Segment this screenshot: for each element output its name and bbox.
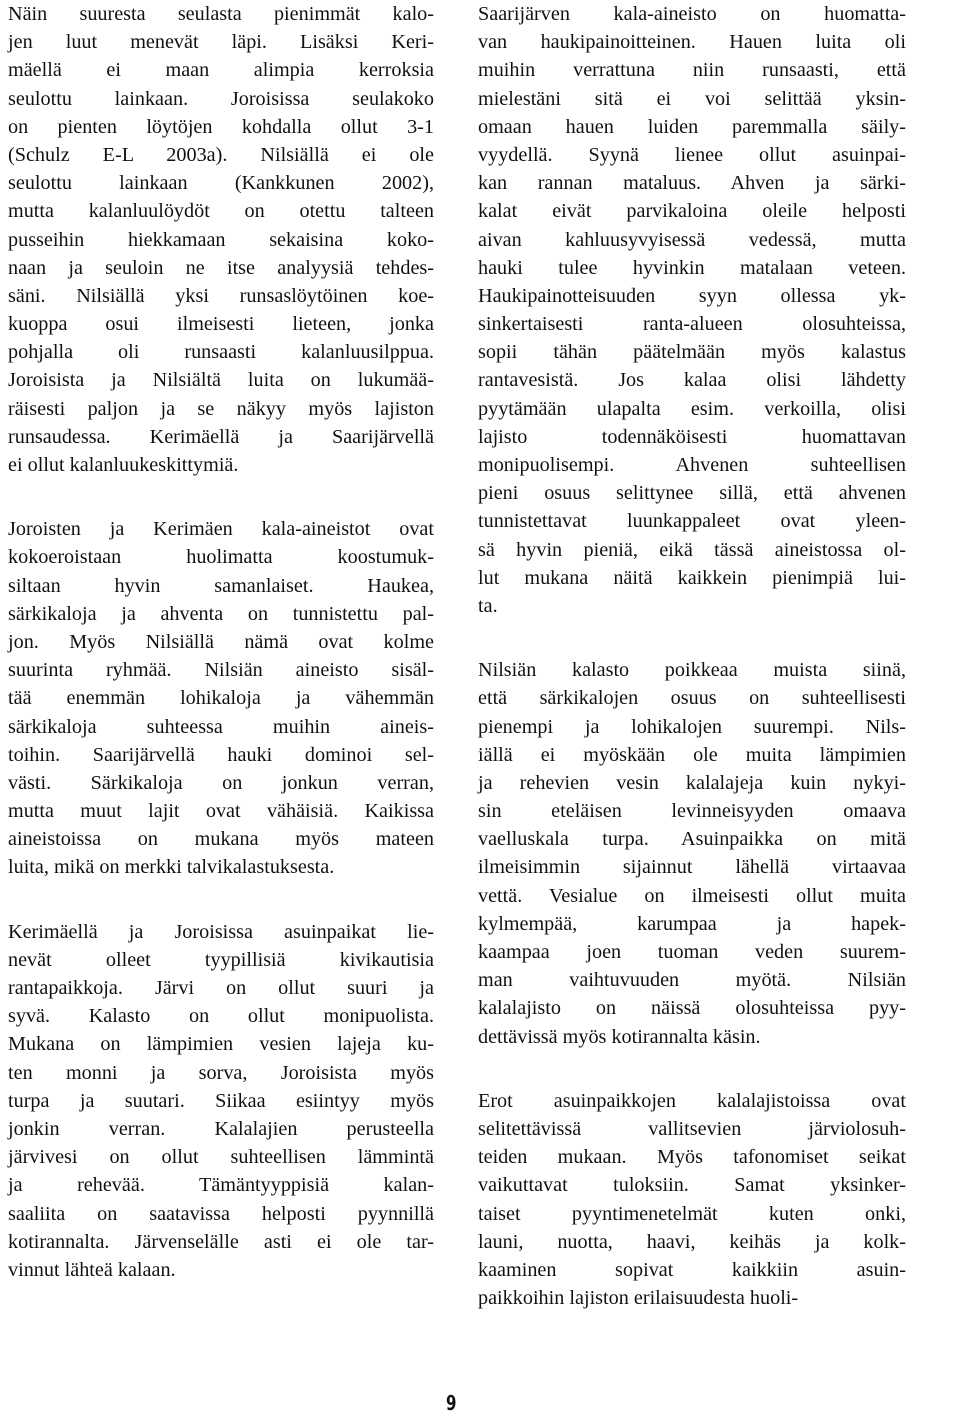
text-line: muihin verrattuna niin runsaasti, että: [478, 59, 906, 82]
text-line: lajisto todennäköisesti huomattavan: [478, 425, 906, 448]
text-line: että särkikalojen osuus on suhteellisesti: [478, 687, 906, 710]
text-line: ja rehevien vesin kalalajeja kuin nykyi-: [478, 771, 906, 794]
text-line: on pienten löytöjen kohdalla ollut 3-1: [8, 115, 434, 138]
text-line: mielestäni sitä ei voi selittää yksin-: [478, 87, 906, 110]
text-line: sä hyvin pieniä, eikä tässä aineistossa ol-: [478, 538, 906, 561]
text-line: Nilsiän kalasto poikkeaa muista siinä,: [478, 659, 906, 682]
paragraph: [478, 656, 906, 1051]
text-line: iällä ei myöskään ole muita lämpimien: [478, 743, 906, 766]
text-line: aineistoissa on mukana myös mateen: [8, 828, 434, 851]
text-line: rantavesistä. Jos kalaa olisi lähdetty: [478, 369, 906, 392]
text-line: siltaan hyvin samanlaiset. Haukea,: [8, 574, 434, 597]
text-line: ei ollut kalanluukeskittymiä.: [8, 454, 239, 476]
paragraph: [8, 918, 434, 1284]
text-line: seulottu lainkaan (Kankkunen 2002),: [8, 172, 434, 195]
text-line: ten monni ja sorva, Joroisista myös: [8, 1061, 434, 1084]
text-line: turpa ja suutari. Siikaa esiintyy myös: [8, 1089, 434, 1112]
text-line: hauki tulee hyvinkin matalaan veteen.: [478, 256, 906, 279]
text-line: monipuolisempi. Ahvenen suhteellisen: [478, 454, 906, 476]
text-line: kokoeroistaan huolimatta koostumuk-: [8, 546, 434, 569]
right-column: [478, 0, 906, 1312]
paragraph: [8, 0, 434, 479]
text-line: syvä. Kalasto on ollut monipuolista.: [8, 1005, 434, 1028]
text-line: (Schulz E-L 2003a). Nilsiällä ei ole: [8, 143, 434, 166]
text-line: tunnistettavat luunkappaleet ovat yleen-: [478, 510, 906, 533]
text-line: säni. Nilsiällä yksi runsaslöytöinen koe-: [8, 284, 434, 307]
text-line: Haukipainotteisuuden syyn ollessa yk-: [478, 284, 906, 307]
text-line: vaelluskala turpa. Asuinpaikka on mitä: [478, 828, 906, 851]
text-line: lut mukana näitä kaikkein pienimpiä lui-: [478, 566, 906, 589]
text-line: selitettävissä vallitsevien järviolosuh-: [478, 1117, 906, 1140]
text-line: vyydellä. Syynä lienee ollut asuinpai-: [478, 143, 906, 166]
text-line: ta.: [478, 594, 498, 617]
text-line: Näin suuresta seulasta pienimmät kalo-: [8, 3, 434, 25]
text-line: tää enemmän lohikaloja ja vähemmän: [8, 687, 434, 710]
text-line: omaan hauen luiden paremmalla säily-: [478, 115, 906, 138]
text-line: järvivesi on ollut suhteellisen lämmintä: [8, 1146, 434, 1169]
left-column: [8, 0, 434, 1284]
text-line: särkikaloja ja ahventa on tunnistettu pal-: [8, 602, 434, 625]
text-line: mutta kalanluulöydöt on otettu talteen: [8, 200, 434, 223]
text-line: kylmempää, karumpaa ja hapek-: [478, 912, 906, 935]
text-line: toihin. Saarijärvellä hauki dominoi sel-: [8, 743, 434, 766]
text-line: seulottu lainkaan. Joroisissa seulakoko: [8, 87, 434, 110]
text-line: sinkertaisesti ranta-alueen olosuhteissa,: [478, 313, 906, 336]
paragraph: [478, 0, 906, 620]
text-line: pusseihin hiekkamaan sekaisina koko-: [8, 228, 434, 251]
text-line: dettävissä myös kotirannalta käsin.: [478, 1025, 761, 1048]
text-line: pieni osuus selittynee sillä, että ahvenen: [478, 482, 906, 505]
text-line: mäellä ei maan alimpia kerroksia: [8, 59, 434, 82]
text-line: kotirannalta. Järvenselälle asti ei ole tar-: [8, 1230, 434, 1253]
text-line: taiset pyyntimenetelmät kuten onki,: [478, 1202, 906, 1225]
text-line: ja rehevää. Tämäntyyppisiä kalan-: [8, 1174, 434, 1197]
text-line: Joroisista ja Nilsiältä luita on lukumää-: [8, 369, 434, 392]
text-line: jen luut menevät läpi. Lisäksi Keri-: [8, 31, 434, 54]
text-line: räisesti paljon ja se näkyy myös lajiston: [8, 397, 434, 420]
text-line: naan ja seuloin ne itse analyysiä tehdes-: [8, 256, 434, 279]
text-line: kalat eivät parvikaloina oleile helposti: [478, 200, 906, 223]
paragraph: [478, 1087, 906, 1313]
text-line: pohjalla oli runsaasti kalanluusilppua.: [8, 341, 434, 364]
text-line: sin eteläisen levinneisyyden omaava: [478, 800, 906, 823]
text-line: Kerimäellä ja Joroisissa asuinpaikat lie-: [8, 920, 434, 943]
text-line: kaaminen sopivat kaikkiin asuin-: [478, 1258, 906, 1281]
text-line: van haukipainoitteinen. Hauen luita oli: [478, 31, 906, 54]
text-line: mutta muut lajit ovat vähäisiä. Kaikissa: [8, 800, 434, 823]
text-line: kalalajisto on näissä olosuhteissa pyy-: [478, 997, 906, 1020]
page-number: 9: [446, 1391, 457, 1415]
text-line: pienempi ja lohikalojen suurempi. Nils-: [478, 715, 906, 738]
text-line: vettä. Vesialue on ilmeisesti ollut muita: [478, 884, 906, 907]
text-line: västi. Särkikaloja on jonkun verran,: [8, 771, 434, 794]
text-line: vinnut lähteä kalaan.: [8, 1258, 176, 1281]
text-line: Mukana on lämpimien vesien lajeja ku-: [8, 1033, 434, 1056]
text-line: teiden mukaan. Myös tafonomiset seikat: [478, 1146, 906, 1169]
text-line: rantapaikkoja. Järvi on ollut suuri ja: [8, 977, 434, 999]
text-line: luita, mikä on merkki talvikalastuksesta.: [8, 856, 335, 879]
text-line: launi, nuotta, haavi, keihäs ja kolk-: [478, 1230, 906, 1253]
text-line: suurinta ryhmää. Nilsiän aineisto sisäl-: [8, 659, 434, 682]
paragraph: [8, 515, 434, 881]
text-line: pyytämään ulapalta esim. verkoilla, olisi: [478, 397, 906, 420]
text-line: paikkoihin lajiston erilaisuudesta huoli-: [478, 1287, 799, 1310]
text-line: Joroisten ja Kerimäen kala-aineistot ovat: [8, 518, 434, 541]
text-line: man vaihtuvuuden myötä. Nilsiän: [478, 969, 906, 992]
text-line: runsaudessa. Kerimäellä ja Saarijärvellä: [8, 425, 434, 448]
text-line: aivan kahluusyvyisessä vedessä, mutta: [478, 228, 906, 251]
text-line: Saarijärven kala-aineisto on huomatta-: [478, 3, 906, 25]
text-line: sopii tähän päätelmään myös kalastus: [478, 341, 906, 364]
text-line: Erot asuinpaikkojen kalalajistoissa ovat: [478, 1089, 906, 1112]
text-line: saaliita on saatavissa helposti pyynnillä: [8, 1202, 434, 1225]
text-line: kuoppa osui ilmeisesti lieteen, jonka: [8, 313, 434, 336]
text-line: jon. Myös Nilsiällä nämä ovat kolme: [8, 630, 434, 653]
text-line: vaikuttavat tuloksiin. Samat yksinker-: [478, 1174, 906, 1197]
text-line: särkikaloja suhteessa muihin aineis-: [8, 715, 434, 738]
text-line: nevät olleet tyypillisiä kivikautisia: [8, 948, 434, 971]
text-line: jonkin verran. Kalalajien perusteella: [8, 1117, 434, 1140]
text-line: kaampaa joen tuoman veden suurem-: [478, 941, 906, 963]
text-line: ilmeisimmin sijainnut lähellä virtaavaa: [478, 856, 906, 879]
text-line: kan rannan mataluus. Ahven ja särki-: [478, 172, 906, 195]
